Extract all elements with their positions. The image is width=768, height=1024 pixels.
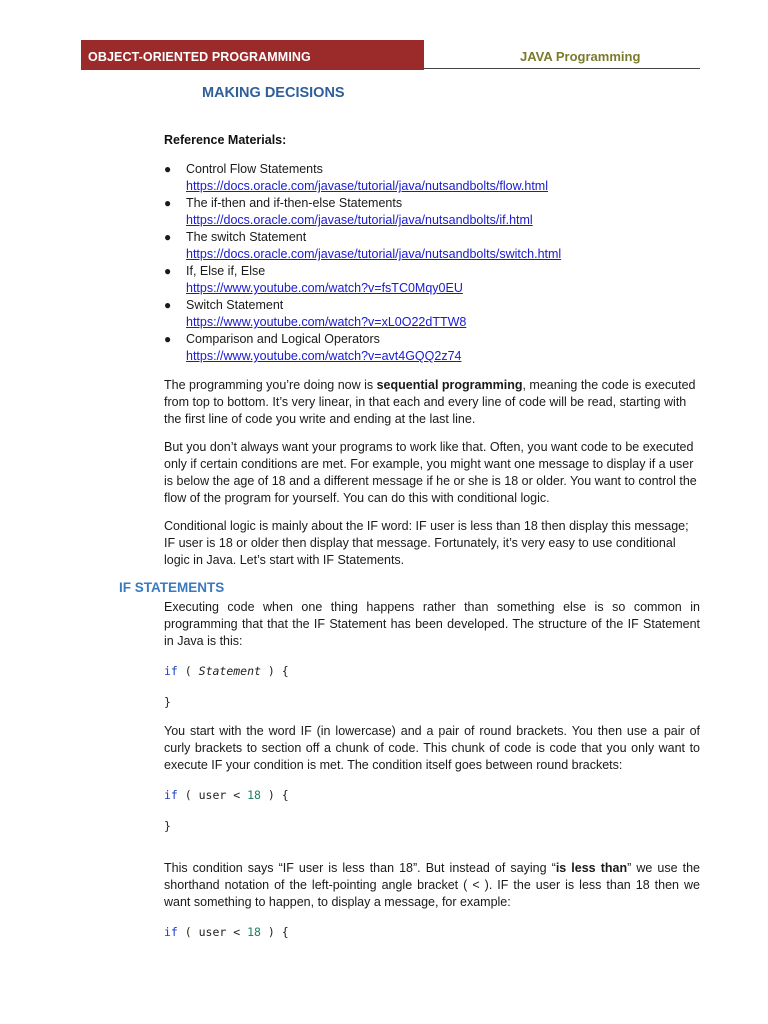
reference-label: The if-then and if-then-else Statements (186, 196, 403, 210)
list-item (164, 195, 724, 229)
list-item (164, 161, 724, 195)
header-rule (424, 68, 700, 69)
bullet-icon: ● (164, 162, 172, 176)
paragraph-if-structure: Executing code when one thing happens rather than something else is so common in programming that that the IF Statement has been developed. The structure of the IF Statement in Java is this: (164, 600, 700, 648)
bullet-icon: ● (164, 264, 172, 278)
section-title: MAKING DECISIONS (202, 85, 345, 101)
code-closing-brace: } (164, 695, 171, 709)
text-run: ” we use the shorthand notation of the left-pointing angle bracket ( < ). IF the user is less than 18 then we want something to happen, to display a message, for example: (164, 861, 700, 909)
code-text: ) { (260, 664, 289, 678)
code-text: ) { (260, 788, 289, 802)
text-run: The programming you’re doing now is (164, 378, 377, 392)
code-closing-brace: } (164, 819, 171, 833)
text-run: , meaning the code is executed from top to bottom. It’s very linear, in that each and every line of code will be read, starting with the first line of code you write and ending at the last line. (164, 378, 696, 426)
if-statements-heading: IF STATEMENTS (119, 580, 225, 595)
bullet-icon: ● (164, 298, 172, 312)
bold-term: sequential programming (376, 378, 523, 392)
header-left-title: OBJECT-ORIENTED PROGRAMMING (81, 40, 424, 70)
reference-link[interactable]: https://www.youtube.com/watch?v=avt4GQQ2z74 (186, 349, 462, 363)
reference-label: If, Else if, Else (186, 264, 266, 278)
code-if-user-message (164, 925, 289, 939)
bullet-icon: ● (164, 230, 172, 244)
header-right-title: JAVA Programming (520, 49, 641, 64)
list-item (164, 263, 724, 297)
bold-term: is less than (555, 861, 628, 875)
paragraph-conditional-logic: Conditional logic is mainly about the IF word: IF user is less than 18 then display this message; IF user is 18 or older then display that message. Fortunately, it’s very easy to use conditional logic in Java. Let’s start with IF Statements. (164, 519, 689, 567)
code-number: 18 (247, 925, 261, 939)
reference-link[interactable]: https://docs.oracle.com/javase/tutorial/java/nutsandbolts/switch.html (186, 247, 562, 261)
reference-label: The switch Statement (186, 230, 307, 244)
code-number: 18 (247, 788, 261, 802)
code-keyword: if (164, 925, 178, 939)
code-keyword: if (164, 664, 178, 678)
paragraph-curly-brackets: You start with the word IF (in lowercase) and a pair of round brackets. You then use a pair of curly brackets to section off a chunk of code. This chunk of code is code that you only want to execute IF your condition is met. The condition itself goes between round brackets: (164, 724, 700, 772)
reference-label: Comparison and Logical Operators (186, 332, 380, 346)
code-if-user-example (164, 788, 289, 802)
reference-label: Switch Statement (186, 298, 284, 312)
reference-link[interactable]: https://docs.oracle.com/javase/tutorial/java/nutsandbolts/if.html (186, 213, 533, 227)
paragraph-sequential (164, 377, 700, 428)
bullet-icon: ● (164, 196, 172, 210)
paragraph-less-than (164, 860, 700, 911)
code-text: ) { (260, 925, 289, 939)
reference-list (164, 161, 724, 365)
code-if-structure (164, 664, 289, 678)
reference-link[interactable]: https://www.youtube.com/watch?v=xL0O22dTTW8 (186, 315, 467, 329)
code-text: ( (177, 664, 199, 678)
reference-link[interactable]: https://www.youtube.com/watch?v=fsTC0Mqy0EU (186, 281, 463, 295)
list-item (164, 229, 724, 263)
paragraph-conditions: But you don’t always want your programs to work like that. Often, you want code to be executed only if certain conditions are met. For example, you might want one message to display if a user is below the age of 18 and a different message if he or she is 18 or older. You want to control the flow of the program for yourself. You can do this with conditional logic. (164, 440, 697, 505)
code-text: ( user < (177, 788, 248, 802)
list-item (164, 297, 724, 331)
reference-label: Control Flow Statements (186, 162, 323, 176)
text-run: This condition says “IF user is less than 18”. But instead of saying “ (164, 861, 556, 875)
bullet-icon: ● (164, 332, 172, 346)
reference-link[interactable]: https://docs.oracle.com/javase/tutorial/java/nutsandbolts/flow.html (186, 179, 548, 193)
reference-heading: Reference Materials: (164, 133, 287, 147)
code-keyword: if (164, 788, 178, 802)
list-item (164, 331, 724, 365)
code-placeholder: Statement (198, 664, 261, 678)
code-text: ( user < (177, 925, 248, 939)
